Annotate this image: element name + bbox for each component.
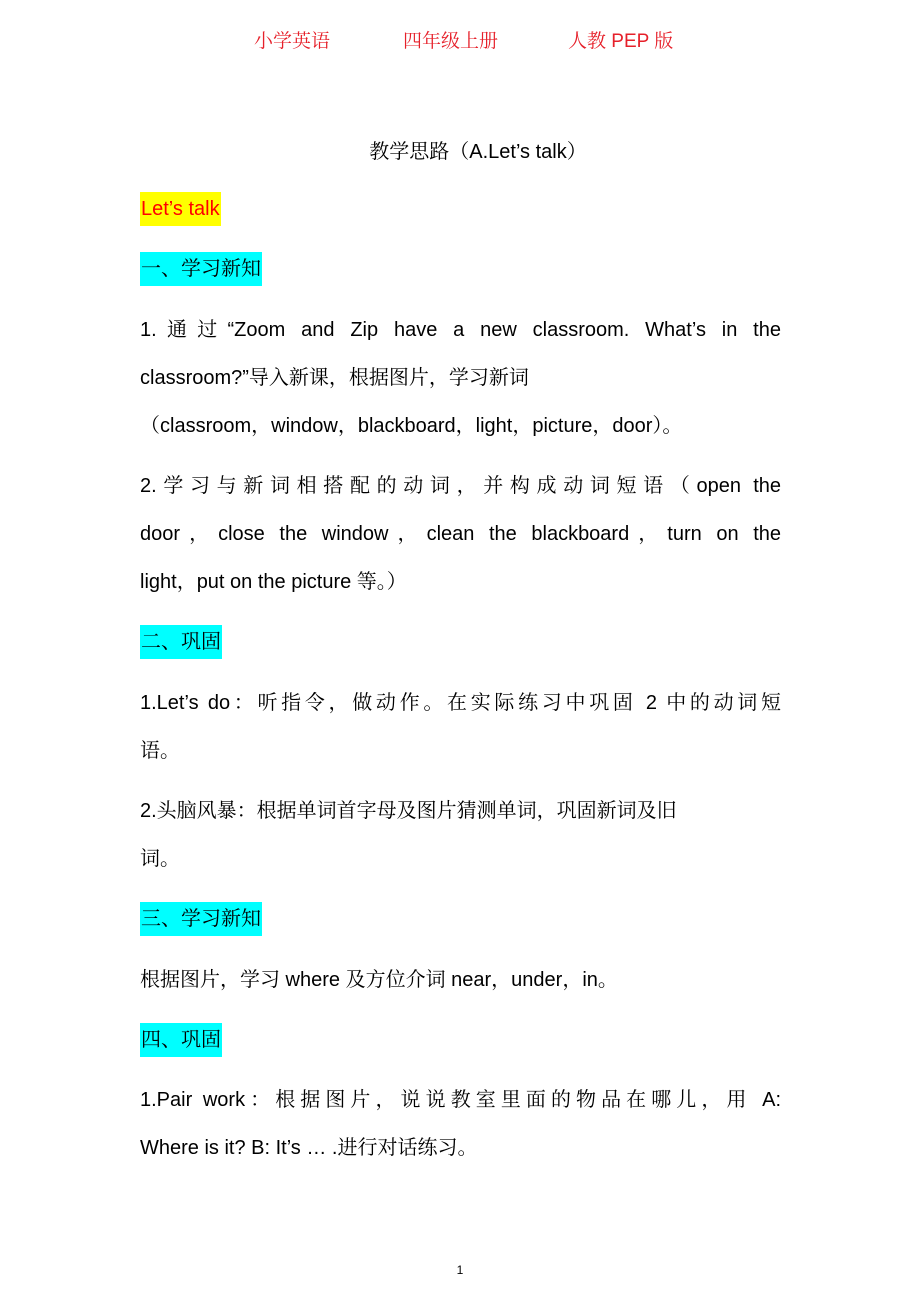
document-title: 教学思路（A.Let’s talk）: [369, 141, 587, 163]
paragraph-line: 1.Pair work：根据图片，说说教室里面的物品在哪儿，用 A:: [140, 1089, 781, 1111]
paragraph-line: 2.头脑风暴：根据单词首字母及图片猜测单词，巩固新词及旧: [140, 800, 677, 822]
header-subject: 小学英语: [254, 31, 331, 52]
paragraph-line: 词。: [140, 848, 180, 870]
paragraph-line: 语。: [140, 740, 180, 762]
section-2: [140, 618, 781, 666]
section-3: [140, 895, 781, 943]
header-grade: 四年级上册: [403, 31, 499, 52]
lets-talk-row: [140, 185, 781, 233]
paragraph-line: 2.学习与新词相搭配的动词，并构成动词短语（open the: [140, 475, 781, 497]
section-1-paragraph-2: [140, 462, 781, 606]
section-1: [140, 245, 781, 293]
page-number: 1: [456, 1263, 464, 1277]
lets-talk-label: Let’s talk: [140, 192, 221, 226]
paragraph-line: （classroom，window，blackboard，light，picture，door）。: [140, 415, 683, 437]
section-heading: 二、巩固: [140, 625, 222, 659]
paragraph-line: light，put on the picture 等。）: [140, 571, 407, 593]
section-4-paragraph-1: [140, 1076, 781, 1172]
paragraph-line: door，close the window，clean the blackboard，turn on the: [140, 523, 781, 545]
section-heading: 一、学习新知: [140, 252, 262, 286]
paragraph-line: 根据图片，学习 where 及方位介词 near，under，in。: [140, 969, 618, 991]
paragraph-line: classroom?”导入新课，根据图片，学习新词: [140, 367, 529, 389]
paragraph-line: 1.通过“Zoom and Zip have a new classroom. What’s in the: [140, 319, 781, 341]
header-edition: 人教 PEP 版: [568, 31, 674, 52]
section-2-paragraph-2: [140, 787, 781, 883]
section-heading: 四、巩固: [140, 1023, 222, 1057]
section-1-paragraph-1: [140, 306, 781, 450]
section-3-paragraph-1: [140, 956, 781, 1004]
section-2-paragraph-1: [140, 679, 781, 775]
section-4: [140, 1016, 781, 1064]
paragraph-line: 1.Let’s do：听指令，做动作。在实际练习中巩固 2 中的动词短: [140, 692, 781, 714]
paragraph-line: Where is it? B: It’s … .进行对话练习。: [140, 1137, 478, 1159]
section-heading: 三、学习新知: [140, 902, 262, 936]
